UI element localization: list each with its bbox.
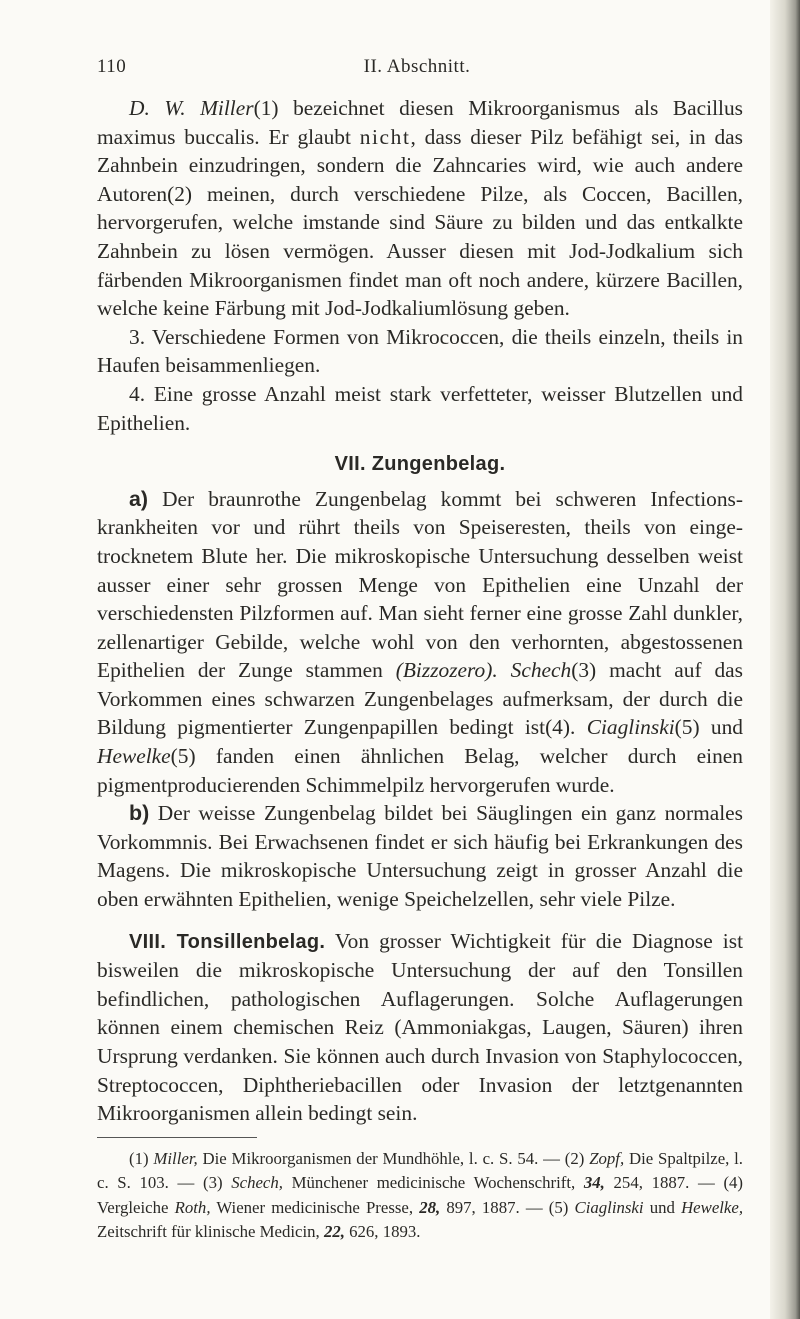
footnote-separator xyxy=(97,1137,257,1138)
item-marker-a: a) xyxy=(129,486,149,511)
item-marker-b: b) xyxy=(129,801,150,826)
footnote-ref: (5) xyxy=(674,715,700,740)
author-schech: Schech xyxy=(510,658,572,683)
running-title: II. Abschnitt. xyxy=(363,56,471,77)
intro-paragraph: D. W. Miller(1) bezeichnet diesen Mikroorganismus als Bacillus maximus buccalis. Er glaubt nicht, dass dieser Pilz befähigt sei, in das Zahnbein einzudringen, sondern die Zahncaries wird, wie auch andere Autoren(2) meinen, durch verschiedene Pilze, als Coccen, Bacillen, hervorgerufen, welche imstande sind Säure zu bilden und das entkalkte Zahnbein zu lösen vermögen. Ausser diesen mit Jod-Jodkalium sich färbenden Mikroorganismen findet man oft noch andere, kürzere Bacillen, welche keine Färbung mit Jod-Jodkaliumlösung geben. xyxy=(97,96,743,321)
footnote-ref: (2) xyxy=(167,181,193,206)
section-heading-tonsillenbelag: VIII. Tonsillenbelag. xyxy=(129,930,326,953)
author-hewelke: Hewelke xyxy=(97,744,171,769)
author-miller: D. W. Miller xyxy=(129,96,254,120)
section-tonsillenbelag: VIII. Tonsillenbelag. Von grosser Wichtigkeit für die Diagnose ist bisweilen die mikroskopische Untersuchung der auf den Tonsillen befindlichen, pathologischen Auflagerungen. Solche Auflagerungen können einem chemischen Reiz (Ammoniakgas, Laugen, Säuren) ihren Ursprung verdanken. Sie können auch durch Invasion von Staphylococcen, Streptococcen, Diphtheriebacillen oder Invasion der letztgenannten Mikroorganismen allein bedingt sein. xyxy=(97,928,744,1126)
footnote-ref: (1) xyxy=(253,96,279,120)
list-item-3: 3. Verschiedene Formen von Mikrococcen, die theils einzeln, theils in Haufen beisammenliegen. xyxy=(97,324,743,378)
author-ciaglinski: Ciaglinski xyxy=(586,715,675,740)
author-bizzozero: (Bizzozero). xyxy=(395,658,498,683)
page-number: 110 xyxy=(97,56,127,77)
emphasis-nicht: nicht xyxy=(359,124,411,149)
footnote-ref: (5) xyxy=(170,744,196,769)
footnote-ref: (4). xyxy=(545,715,576,740)
section-heading-zungenbelag: VII. Zungenbelag. xyxy=(334,453,506,476)
running-header xyxy=(97,56,737,86)
footnote-ref: (3) xyxy=(571,658,597,683)
main-text xyxy=(97,94,743,1128)
paragraph-a: a) Der braunrothe Zungenbelag kommt bei schweren Infectionskrankheiten vor und rührt theils von Speiseresten, theils von eingetrocknetem Blute her. Die mikroskopische Untersuchung desselben weist ausser einer sehr grossen Menge von Epithelien eine Unzahl der verschiedensten Pilzformen auf. Man sieht ferner eine grosse Zahl dunkler, zellenartiger Gebilde, welche wohl von den verhornten, abgestossenen Epithelien der Zunge stammen (Bizzozero). Schech(3) macht auf das Vorkommen eines schwarzen Zungenbelages aufmerksam, der durch die Bildung pigmentierter Zungenpapillen bedingt ist(4). Ciaglinski(5) und Hewelke(5) fanden einen ähnlichen Belag, welcher durch einen pigmentproducierenden Schimmelpilz hervorgerufen wurde. xyxy=(97,486,743,797)
list-item-4: 4. Eine grosse Anzahl meist stark verfetteter, weisser Blutzellen und Epithelien. xyxy=(97,381,743,435)
footnote-block: (1) Miller, Die Mikroorganismen der Mundhöhle, l. c. S. 54. — (2) Zopf, Die Spaltpilze, l. c. S. 103. — (3) Schech, Münchener medicinische Wochenschrift, 34, 254, 1887. — (4) Vergleiche Roth, Wiener medicinische Presse, 28, 897, 1887. — (5) Ciaglinski und Hewelke, Zeitschrift für klinische Medicin, 22, 626, 1893. xyxy=(97,1149,744,1242)
page-edge-shadow xyxy=(770,0,800,1319)
footnotes xyxy=(97,1147,743,1245)
paragraph-b: b) Der weisse Zungenbelag bildet bei Säuglingen ein ganz normales Vorkommnis. Bei Erwachsenen findet er sich häufig bei Erkrankungen des Magens. Die mikroskopische Untersuchung zeigt in grosser Anzahl die oben erwähnten Epithelien, wenige Speichelzellen, sehr viele Pilze. xyxy=(97,801,743,912)
